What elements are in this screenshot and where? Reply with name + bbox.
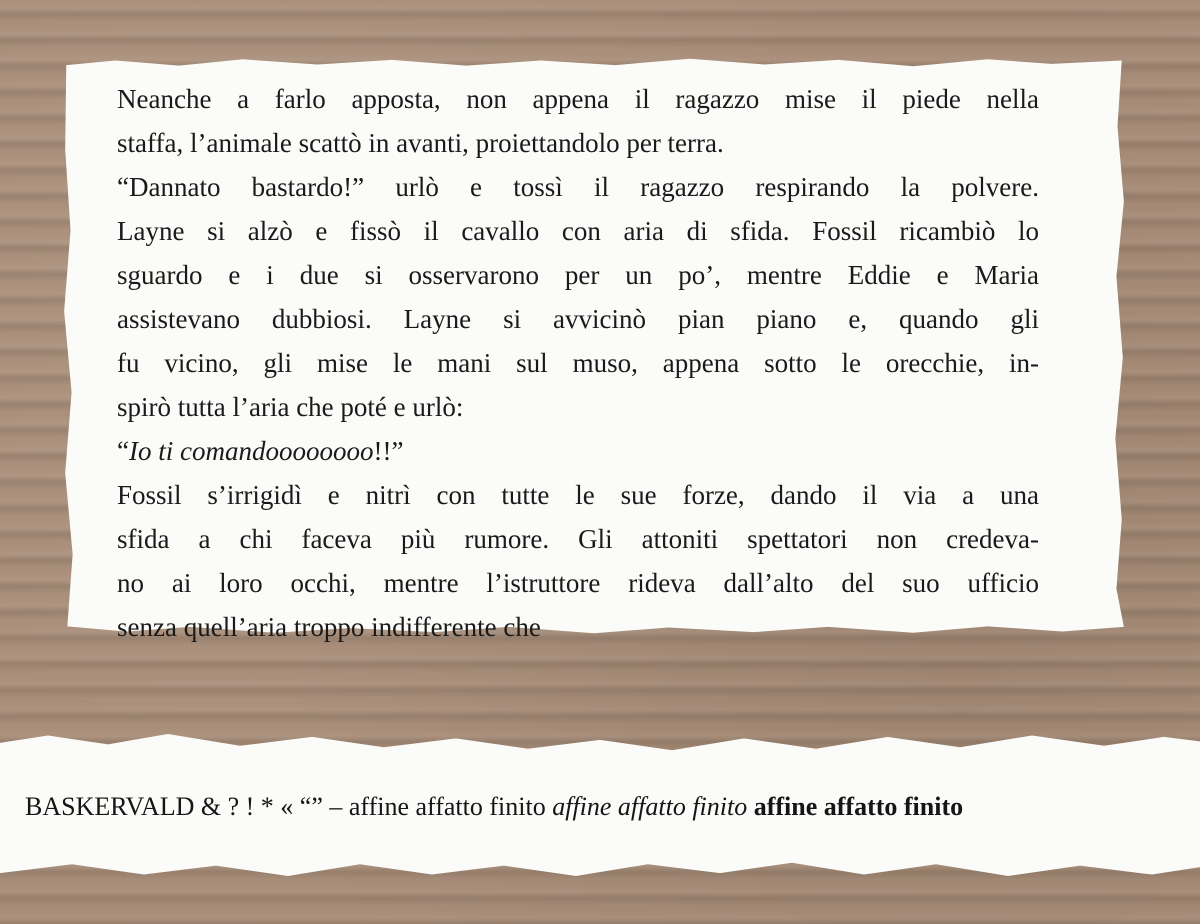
open-quote: “ [117,436,129,466]
font-specimen [25,790,1175,824]
excerpt-text [117,77,1039,649]
excerpt-text-window [117,84,1039,642]
excerpt-line: staffa, l’animale scattò in avanti, proiettandolo per terra. [117,128,724,158]
excerpt-line: sfida a chi faceva più rumore. Gli attoniti spettatori non credeva- [117,524,1039,554]
specimen-italic: affine affatto finito [552,792,748,821]
excerpt-line: spirò tutta l’aria che poté e urlò: [117,392,464,422]
excerpt-line: no ai loro occhi, mentre l’istruttore rideva dall’alto del suo ufficio [117,568,1039,598]
specimen-bold: affine affatto finito [753,792,964,821]
close-quote: !!” [373,436,404,466]
excerpt-line: Neanche a farlo apposta, non appena il ragazzo mise il piede nella [117,84,1039,114]
excerpt-line-exclamation [117,429,1039,473]
excerpt-line-cut: senza quell’aria troppo indifferente che [117,612,541,642]
excerpt-line: Fossil s’irrigidì e nitrì con tutte le sue forze, dando il via a una [117,480,1039,510]
excerpt-line: Layne si alzò e fissò il cavallo con aria di sfida. Fossil ricambiò lo [117,216,1039,246]
excerpt-line: sguardo e i due si osservarono per un po’, mentre Eddie e Maria [117,260,1039,290]
excerpt-line: fu vicino, gli mise le mani sul muso, appena sotto le orecchie, in- [117,348,1039,378]
italic-command: Io ti comandoooooooo [128,436,374,466]
specimen-regular: BASKERVALD & ? ! * « “” – affine affatto finito [25,792,546,821]
excerpt-line: assistevano dubbiosi. Layne si avvicinò pian piano e, quando gli [117,304,1039,334]
excerpt-line: “Dannato bastardo!” urlò e tossì il ragazzo respirando la polvere. [117,172,1039,202]
